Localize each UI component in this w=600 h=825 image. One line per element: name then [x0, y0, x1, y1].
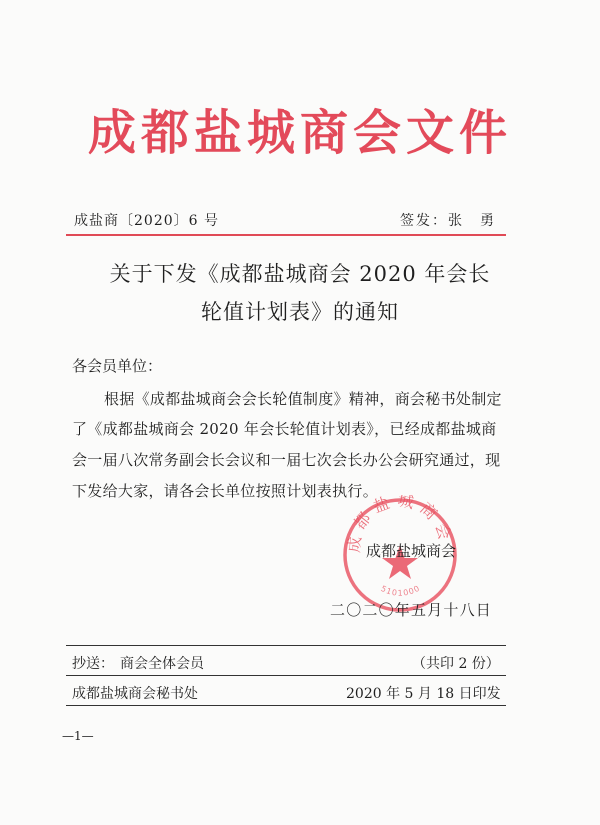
print-date: 2020 年 5 月 18 日印发 [346, 686, 501, 702]
body-paragraph-line: 会一届八次常务副会长会议和一届七次会长办公会研究通过，现 [72, 451, 501, 469]
page-number: —1— [62, 729, 94, 743]
notice-title-line-2: 轮值计划表》的通知 [201, 300, 399, 324]
signer: 签发：张 勇 [400, 213, 496, 229]
footer-rule-middle [66, 675, 506, 676]
body-paragraph-line: 了《成都盐城商会 2020 年会长轮值计划表》，已经成都盐城商 [72, 420, 497, 438]
red-divider [66, 234, 506, 236]
footer-rule-top [66, 645, 506, 646]
salutation: 各会员单位： [72, 357, 163, 375]
cc-recipients: 商会全体会员 [120, 656, 204, 672]
cc-label: 抄送： [72, 656, 114, 672]
notice-title-line-1: 关于下发《成都盐城商会 2020 年会长 [109, 262, 491, 286]
svg-text:5101000: 5101000 [379, 583, 422, 598]
issue-date: 二〇二〇年五月十八日 [330, 601, 493, 619]
document-number: 成盐商〔2020〕6 号 [74, 213, 219, 229]
svg-text:成都盐城商会: 成都盐城商会 [344, 495, 456, 554]
masthead-title: 成都盐城商会文件 [88, 105, 513, 161]
issuing-department: 成都盐城商会秘书处 [72, 686, 198, 702]
footer-rule-bottom [66, 705, 506, 706]
issuer-name: 成都盐城商会 [366, 542, 457, 560]
body-paragraph-line: 下发给大家，请各会长单位按照计划表执行。 [72, 482, 379, 500]
body-paragraph-line: 根据《成都盐城商会会长轮值制度》精神，商会秘书处制定 [104, 390, 502, 408]
copies-count: （共印 2 份） [412, 656, 500, 672]
